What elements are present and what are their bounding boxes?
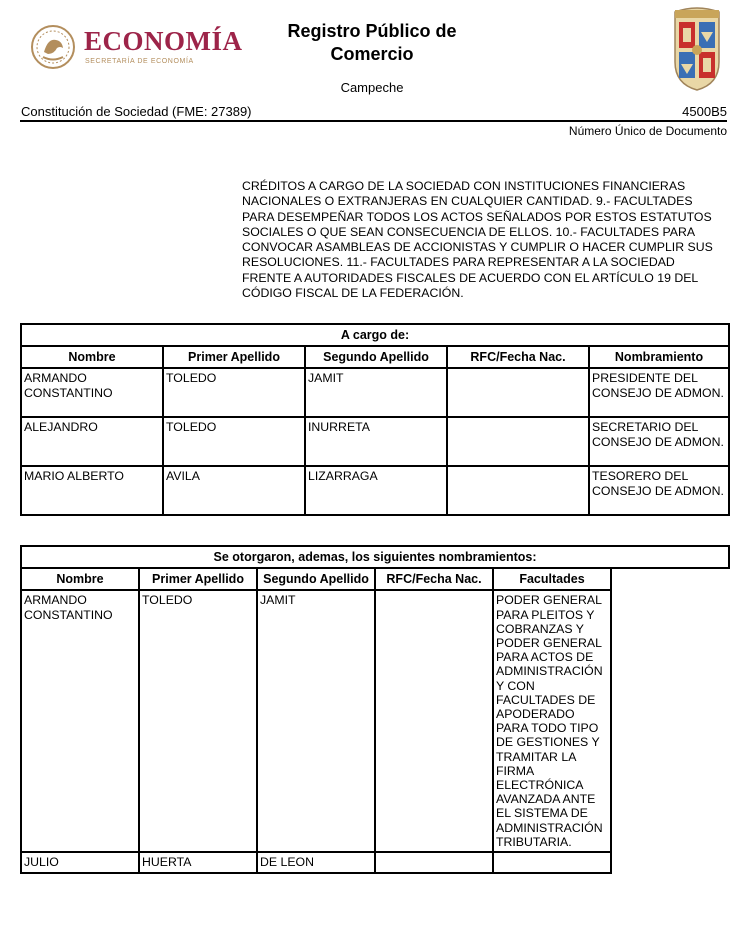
table-row: [21, 590, 729, 852]
cell-nombramiento: TESORERO DEL CONSEJO DE ADMON.: [589, 466, 729, 515]
mexico-eagle-seal-icon: [30, 24, 76, 70]
cell-rfc: [375, 590, 493, 852]
cell-rfc: [447, 417, 589, 466]
cell-primer-apellido: HUERTA: [139, 852, 257, 873]
nombramientos-table: [20, 545, 730, 874]
blank-cell: [611, 568, 729, 590]
page-title: [262, 20, 482, 66]
cell-segundo-apellido: JAMIT: [305, 368, 447, 417]
cell-segundo-apellido: LIZARRAGA: [305, 466, 447, 515]
document-number-label: Número Único de Documento: [568, 124, 727, 138]
cell-nombre: ALEJANDRO: [21, 417, 163, 466]
cell-nombre: JULIO: [21, 852, 139, 873]
cell-segundo-apellido: DE LEON: [257, 852, 375, 873]
a-cargo-table: [20, 323, 730, 516]
cell-nombre: ARMANDO CONSTANTINO: [21, 368, 163, 417]
column-header: Facultades: [493, 568, 611, 590]
cell-segundo-apellido: INURRETA: [305, 417, 447, 466]
table-row: [21, 368, 729, 417]
document-type: Constitución de Sociedad (FME: 27389): [21, 104, 252, 119]
column-header: Segundo Apellido: [305, 346, 447, 368]
column-header: RFC/Fecha Nac.: [447, 346, 589, 368]
cell-nombre: MARIO ALBERTO: [21, 466, 163, 515]
cell-primer-apellido: TOLEDO: [163, 417, 305, 466]
table-caption: Se otorgaron, ademas, los siguientes nombramientos:: [21, 546, 729, 568]
column-header: Nombramiento: [589, 346, 729, 368]
table-row: [21, 417, 729, 466]
column-header: RFC/Fecha Nac.: [375, 568, 493, 590]
title-line-1: Registro Público de: [287, 21, 457, 41]
cell-primer-apellido: TOLEDO: [163, 368, 305, 417]
column-header: Nombre: [21, 346, 163, 368]
brand-name: ECONOMÍA: [84, 26, 243, 56]
cell-nombramiento: SECRETARIO DEL CONSEJO DE ADMON.: [589, 417, 729, 466]
cell-facultades: PODER GENERAL PARA PLEITOS Y COBRANZAS Y PODER GENERAL PARA ACTOS DE ADMINISTRACIÓN Y CON FACULTADES DE APODERADO PARA TODO TIPO DE GESTIONES Y TRAMITAR LA FIRMA ELECTRÓNICA AVANZADA ANTE EL SISTEMA DE ADMINISTRACIÓN TRIBUTARIA.: [493, 590, 611, 852]
column-header: Nombre: [21, 568, 139, 590]
state-name: Campeche: [340, 80, 404, 95]
economia-logo: [30, 24, 245, 72]
cell-primer-apellido: TOLEDO: [139, 590, 257, 852]
blank-cell: [611, 590, 729, 852]
cell-primer-apellido: AVILA: [163, 466, 305, 515]
campeche-coat-of-arms-icon: [667, 4, 727, 92]
column-header: Primer Apellido: [139, 568, 257, 590]
header-divider: [20, 120, 727, 122]
column-header: Primer Apellido: [163, 346, 305, 368]
cell-rfc: [447, 368, 589, 417]
title-line-2: Comercio: [330, 44, 414, 64]
blank-cell: [611, 852, 729, 873]
document-number: 4500B5: [682, 104, 727, 119]
cell-facultades: [493, 852, 611, 873]
cell-nombre: ARMANDO CONSTANTINO: [21, 590, 139, 852]
cell-rfc: [375, 852, 493, 873]
faculties-paragraph: CRÉDITOS A CARGO DE LA SOCIEDAD CON INSTITUCIONES FINANCIERAS NACIONALES O EXTRANJERAS EN CUALQUIER CANTIDAD. 9.- FACULTADES PARA DESEMPEÑAR TODOS LOS ACTOS SEÑALADOS POR ESTOS ESTATUTOS SOCIALES O QUE SEAN CONSECUENCIA DE ELLOS. 10.- FACULTADES PARA CONVOCAR ASAMBLEAS DE ACCIONISTAS Y CUMPLIR O HACER CUMPLIR SUS RESOLUCIONES. 11.- FACULTADES PARA REPRESENTAR A LA SOCIEDAD FRENTE A AUTORIDADES FISCALES DE ACUERDO CON EL ARTÍCULO 19 DEL CÓDIGO FISCAL DE LA FEDERACIÓN.: [242, 179, 713, 301]
cell-nombramiento: PRESIDENTE DEL CONSEJO DE ADMON.: [589, 368, 729, 417]
table-caption: A cargo de:: [21, 324, 729, 346]
cell-rfc: [447, 466, 589, 515]
brand-subtitle: SECRETARÍA DE ECONOMÍA: [85, 58, 194, 65]
table-row: [21, 852, 729, 873]
table-row: [21, 466, 729, 515]
column-header: Segundo Apellido: [257, 568, 375, 590]
cell-segundo-apellido: JAMIT: [257, 590, 375, 852]
